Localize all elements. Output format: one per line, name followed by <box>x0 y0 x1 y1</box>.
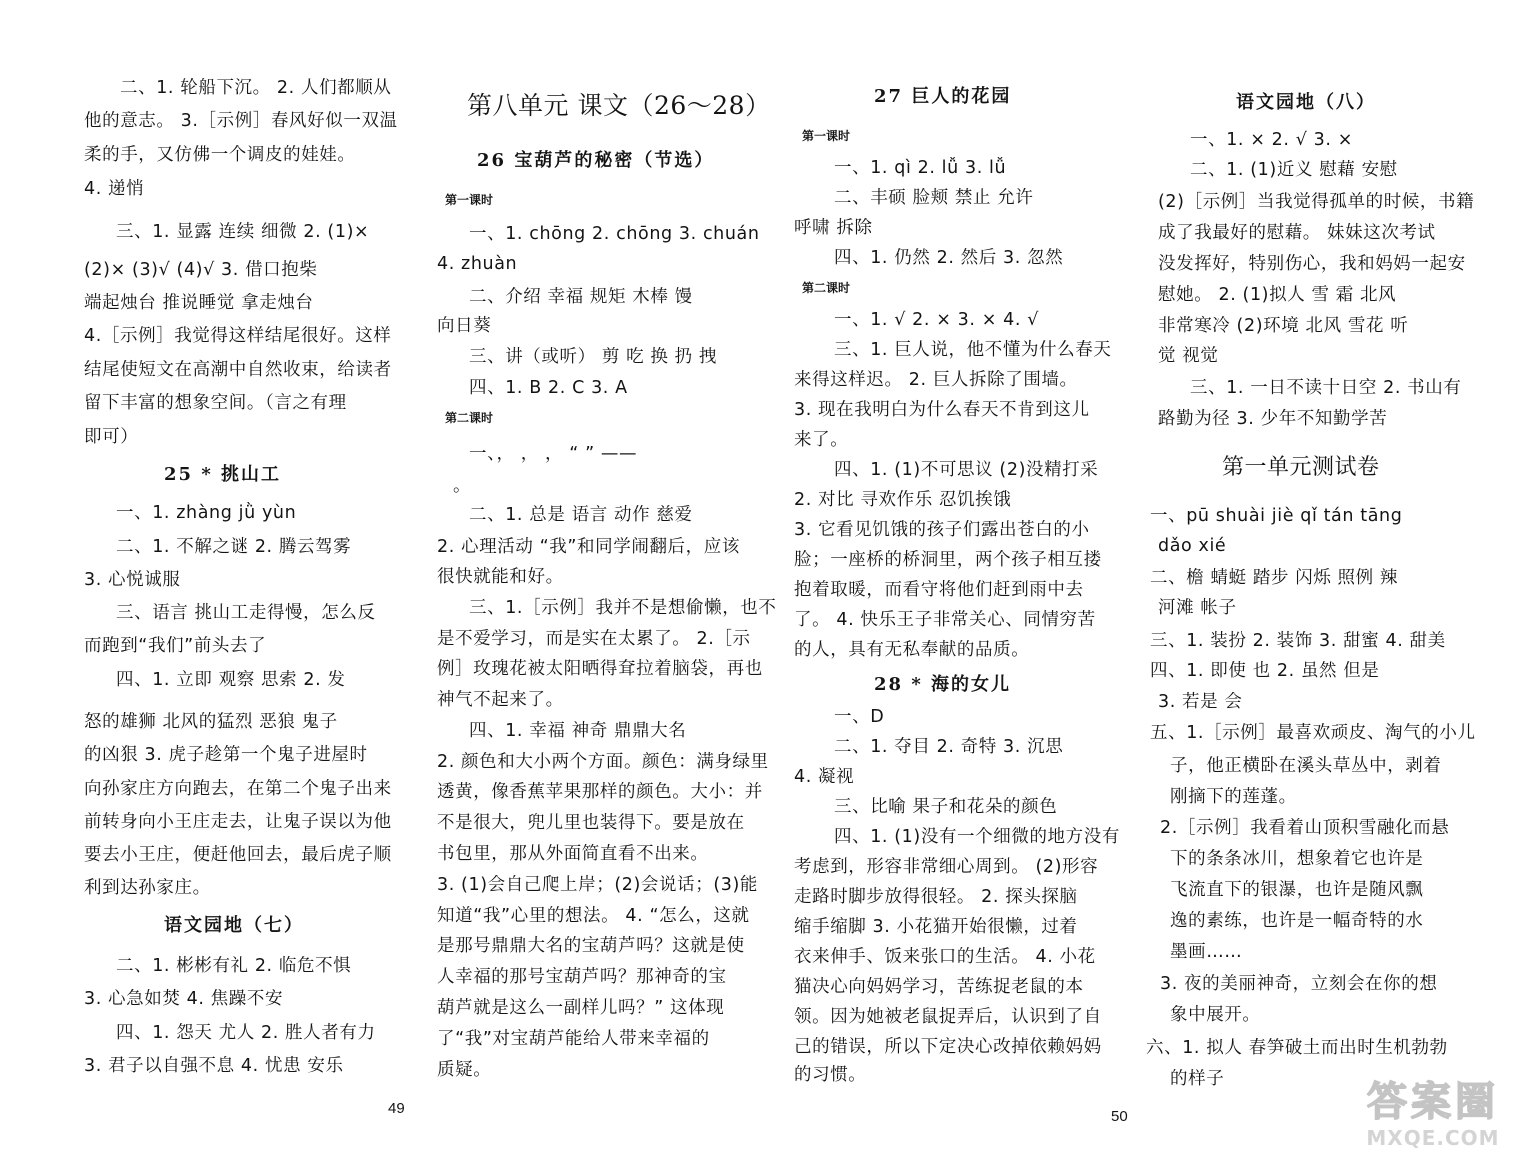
answer-line: 三、1. 巨人说，他不懂为什么春天 <box>834 340 1112 360</box>
answer-line: 一、1. qì 2. lǚ 3. lǚ <box>834 158 1007 178</box>
answer-line: 葫芦就是这么一副样儿吗？” 这体现 <box>437 998 725 1018</box>
answer-line: 呼啸 拆除 <box>794 218 873 238</box>
answer-line: 3. 若是 会 <box>1158 692 1243 712</box>
answer-line: 刚摘下的莲蓬。 <box>1170 787 1297 807</box>
column-2 <box>437 0 777 1100</box>
answer-line: 4.［示例］我觉得这样结尾很好。这样 <box>84 326 392 346</box>
answer-line: 五、1.［示例］最喜欢顽皮、淘气的小儿 <box>1150 723 1476 743</box>
answer-line: 人幸福的那号宝葫芦吗？那神奇的宝 <box>437 967 727 987</box>
answer-line: 4. 递悄 <box>84 179 145 199</box>
answer-line: 领。因为她被老鼠捉弄后，认识到了自 <box>794 1007 1102 1027</box>
column-1 <box>84 0 398 1100</box>
page-number-right: 50 <box>1111 1108 1128 1125</box>
answer-line: 六、1. 拟人 春笋破土而出时生机勃勃 <box>1146 1038 1448 1058</box>
answer-line: (2)［示例］当我觉得孤单的时候，书籍 <box>1158 192 1475 212</box>
answer-line: 三、比喻 果子和花朵的颜色 <box>834 797 1058 817</box>
unit-title: 第八单元 课文（26～28） <box>467 91 771 120</box>
answer-line: 四、1. B 2. C 3. A <box>469 378 628 398</box>
answer-line: 来得这样迟。 2. 巨人拆除了围墙。 <box>794 370 1078 390</box>
answer-line: 2. 心理活动 “我”和同学闹翻后，应该 <box>437 537 740 557</box>
answer-line: 成了我最好的慰藉。 妹妹这次考试 <box>1158 223 1436 243</box>
answer-line: 怒的雄狮 北风的猛烈 恶狼 鬼子 <box>84 712 338 732</box>
answer-line: 了“我”对宝葫芦能给人带来幸福的 <box>437 1029 710 1049</box>
answer-line: (2)× (3)√ (4)√ 3. 借口抱柴 <box>84 260 318 280</box>
answer-line: 不是很大，兜儿里也装得下。要是放在 <box>437 813 745 833</box>
lesson-heading: 25 * 挑山工 <box>164 464 281 485</box>
answer-line: 脸；一座桥的桥洞里，两个孩子相互搂 <box>794 550 1102 570</box>
lesson-heading: 27 巨人的花园 <box>874 86 1012 107</box>
answer-line: 缩手缩脚 3. 小花猫开始很懒，过着 <box>794 917 1078 937</box>
answer-line: 四、1. 幸福 神奇 鼎鼎大名 <box>469 721 687 741</box>
answer-line: 柔的手，又仿佛一个调皮的娃娃。 <box>84 145 356 165</box>
answer-line: 是那号鼎鼎大名的宝葫芦吗？这就是使 <box>437 936 745 956</box>
section-heading: 语文园地（七） <box>164 915 304 936</box>
answer-line: 飞流直下的银瀑，也许是随风飘 <box>1170 880 1424 900</box>
answer-line: 二、1. 轮船下沉。 2. 人们都顺从 <box>120 78 392 98</box>
answer-line: 衣来伸手、饭来张口的生活。 4. 小花 <box>794 947 1096 967</box>
answer-line: 要去小王庄，便赶他回去，最后虎子顺 <box>84 845 392 865</box>
answer-line: 三、讲（或听） 剪 吃 换 扔 拽 <box>469 347 718 367</box>
answer-line: 4. zhuàn <box>437 254 518 274</box>
answer-line: 走路时脚步放得很轻。 2. 探头探脑 <box>794 887 1078 907</box>
page-number-left: 49 <box>388 1100 405 1117</box>
watermark-text: 答案圈 <box>1367 1079 1499 1125</box>
section-heading: 语文园地（八） <box>1236 92 1376 113</box>
answer-line: 抱着取暖，而看守将他们赶到雨中去 <box>794 580 1084 600</box>
answer-line: 觉 视觉 <box>1158 346 1219 366</box>
answer-line: 一、1. × 2. √ 3. × <box>1190 130 1353 150</box>
answer-line: 3. 它看见饥饿的孩子们露出苍白的小 <box>794 520 1090 540</box>
answer-line: 逸的素练，也许是一幅奇特的水 <box>1170 911 1424 931</box>
answer-line: 三、1. 一日不读十日空 2. 书山有 <box>1190 378 1462 398</box>
answer-line: 非常寒冷 (2)环境 北风 雪花 听 <box>1158 316 1409 336</box>
answer-line: 很快就能和好。 <box>437 567 564 587</box>
answer-line: 的人，具有无私奉献的品质。 <box>794 640 1030 660</box>
answer-line: 三、1.［示例］我并不是想偷懒，也不 <box>469 598 777 618</box>
answer-line: 一、1. chōng 2. chōng 3. chuán <box>469 224 760 244</box>
answer-line: 3. 夜的美丽神奇，立刻会在你的想 <box>1160 974 1438 994</box>
period-label: 第一课时 <box>445 193 494 207</box>
answer-line: 四、1. 仍然 2. 然后 3. 忽然 <box>834 248 1064 268</box>
answer-line: 的凶狠 3. 虎子趁第一个鬼子进屋时 <box>84 745 368 765</box>
answer-line: 二、介绍 幸福 规矩 木棒 馒 <box>469 287 693 307</box>
answer-line: 的样子 <box>1170 1069 1225 1089</box>
answer-line: 象中展开。 <box>1170 1005 1261 1025</box>
answer-line: 是不爱学习，而是实在太累了。 2.［示 <box>437 629 751 649</box>
answer-line: 三、1. 装扮 2. 装饰 3. 甜蜜 4. 甜美 <box>1150 631 1446 651</box>
answer-line: 了。 4. 快乐王子非常关心、同情穷苦 <box>794 610 1096 630</box>
period-label: 第一课时 <box>802 129 851 143</box>
answer-line: 路勤为径 3. 少年不知勤学苦 <box>1158 409 1388 429</box>
answer-line: 向日葵 <box>437 316 492 336</box>
answer-line: 2. 对比 寻欢作乐 忍饥挨饿 <box>794 490 1012 510</box>
answer-line: 河滩 帐子 <box>1158 598 1237 618</box>
answer-line: 考虑到，形容非常细心周到。 (2)形容 <box>794 857 1099 877</box>
answer-line: 三、语言 挑山工走得慢，怎么反 <box>116 603 376 623</box>
answer-line: 结尾使短文在高潮中自然收束，给读者 <box>84 360 392 380</box>
answer-line: 书包里，那从外面简直看不出来。 <box>437 844 709 864</box>
answer-line: 慰她。 2. (1)拟人 雪 霜 北风 <box>1158 285 1397 305</box>
answer-line: dǎo xié <box>1158 536 1227 556</box>
answer-line: 己的错误，所以下定决心改掉依赖妈妈 <box>794 1037 1102 1057</box>
answer-line: 透黄，像香蕉苹果那样的颜色。大小：并 <box>437 782 763 802</box>
lesson-heading: 28 * 海的女儿 <box>874 674 1011 695</box>
watermark-logo <box>1338 1078 1528 1152</box>
answer-line: 而跑到“我们”前头去了 <box>84 636 267 656</box>
answer-line: 质疑。 <box>437 1060 492 1080</box>
test-title: 第一单元测试卷 <box>1222 455 1380 480</box>
answer-line: 。 <box>453 476 472 496</box>
answer-line: 四、1. (1)没有一个细微的地方没有 <box>834 827 1120 847</box>
lesson-heading: 26 宝葫芦的秘密（节选） <box>477 150 715 171</box>
answer-line: 3. 现在我明白为什么春天不肯到这儿 <box>794 400 1090 420</box>
answer-line: 4. 凝视 <box>794 767 855 787</box>
answer-line: 二、丰硕 脸颊 禁止 允许 <box>834 188 1034 208</box>
answer-line: 一、pū shuài jiè qǐ tán tāng <box>1150 506 1403 526</box>
answer-line: 神气不起来了。 <box>437 690 564 710</box>
answer-line: 例］玫瑰花被太阳晒得耷拉着脑袋，再也 <box>437 659 763 679</box>
watermark-url: MXQE.COM <box>1366 1126 1500 1150</box>
answer-line: 二、1. 夺目 2. 奇特 3. 沉思 <box>834 737 1064 757</box>
answer-line: 他的意志。 3.［示例］春风好似一双温 <box>84 111 398 131</box>
answer-line: 四、1. 即使 也 2. 虽然 但是 <box>1150 661 1380 681</box>
answer-line: 二、檐 蜻蜓 踏步 闪烁 照例 辣 <box>1150 568 1399 588</box>
period-label: 第二课时 <box>802 281 851 295</box>
answer-line: 留下丰富的想象空间。（言之有理 <box>84 393 347 413</box>
answer-line: 2.［示例］我看着山顶积雪融化而悬 <box>1160 818 1450 838</box>
answer-line: 向孙家庄方向跑去，在第二个鬼子出来 <box>84 779 392 799</box>
answer-line: 墨画…… <box>1170 942 1243 962</box>
answer-line: 2. 颜色和大小两个方面。颜色：满身绿里 <box>437 752 769 772</box>
answer-line: 下的条条冰川，想象着它也许是 <box>1170 849 1424 869</box>
answer-line: 三、1. 显露 连续 细微 2. (1)× <box>116 222 370 242</box>
answer-line: 前转身向小王庄走去，让鬼子误以为他 <box>84 812 392 832</box>
answer-line: 来了。 <box>794 430 849 450</box>
answer-line: 3. 君子以自强不息 4. 忧患 安乐 <box>84 1056 344 1076</box>
answer-line: 3. (1)会自己爬上岸；(2)会说话；(3)能 <box>437 875 759 895</box>
answer-line: 即可） <box>84 427 139 447</box>
answer-line: 一、1. zhàng jǜ yùn <box>116 503 297 523</box>
answer-line: 猫决心向妈妈学习，苦练捉老鼠的本 <box>794 977 1084 997</box>
answer-line: 二、1. 不解之谜 2. 腾云驾雾 <box>116 537 352 557</box>
answer-line: 子，他正横卧在溪头草丛中，剥着 <box>1170 756 1442 776</box>
answer-line: 一、1. √ 2. × 3. × 4. √ <box>834 310 1039 330</box>
answer-line: 四、1. (1)不可思议 (2)没精打采 <box>834 460 1099 480</box>
answer-line: 3. 心急如焚 4. 焦躁不安 <box>84 989 284 1009</box>
column-4 <box>1146 0 1476 1100</box>
answer-line: 利到达孙家庄。 <box>84 878 211 898</box>
answer-line: 二、1. (1)近义 慰藉 安慰 <box>1190 160 1398 180</box>
answer-line: 四、1. 立即 观察 思索 2. 发 <box>116 670 346 690</box>
answer-line: 的习惯。 <box>794 1065 867 1085</box>
answer-line: 3. 心悦诚服 <box>84 570 181 590</box>
column-3 <box>794 0 1120 1100</box>
answer-line: 端起烛台 推说睡觉 拿走烛台 <box>84 293 314 313</box>
answer-line: 一、， ， ， “ ” —— <box>469 444 638 464</box>
answer-line: 知道“我”心里的想法。 4. “怎么，这就 <box>437 906 750 926</box>
period-label: 第二课时 <box>445 411 494 425</box>
answer-line: 一、D <box>834 707 885 727</box>
answer-line: 四、1. 怨天 尤人 2. 胜人者有力 <box>116 1023 376 1043</box>
answer-line: 没发挥好，特别伤心，我和妈妈一起安 <box>1158 254 1466 274</box>
answer-line: 二、1. 彬彬有礼 2. 临危不惧 <box>116 956 352 976</box>
answer-line: 二、1. 总是 语言 动作 慈爱 <box>469 505 693 525</box>
